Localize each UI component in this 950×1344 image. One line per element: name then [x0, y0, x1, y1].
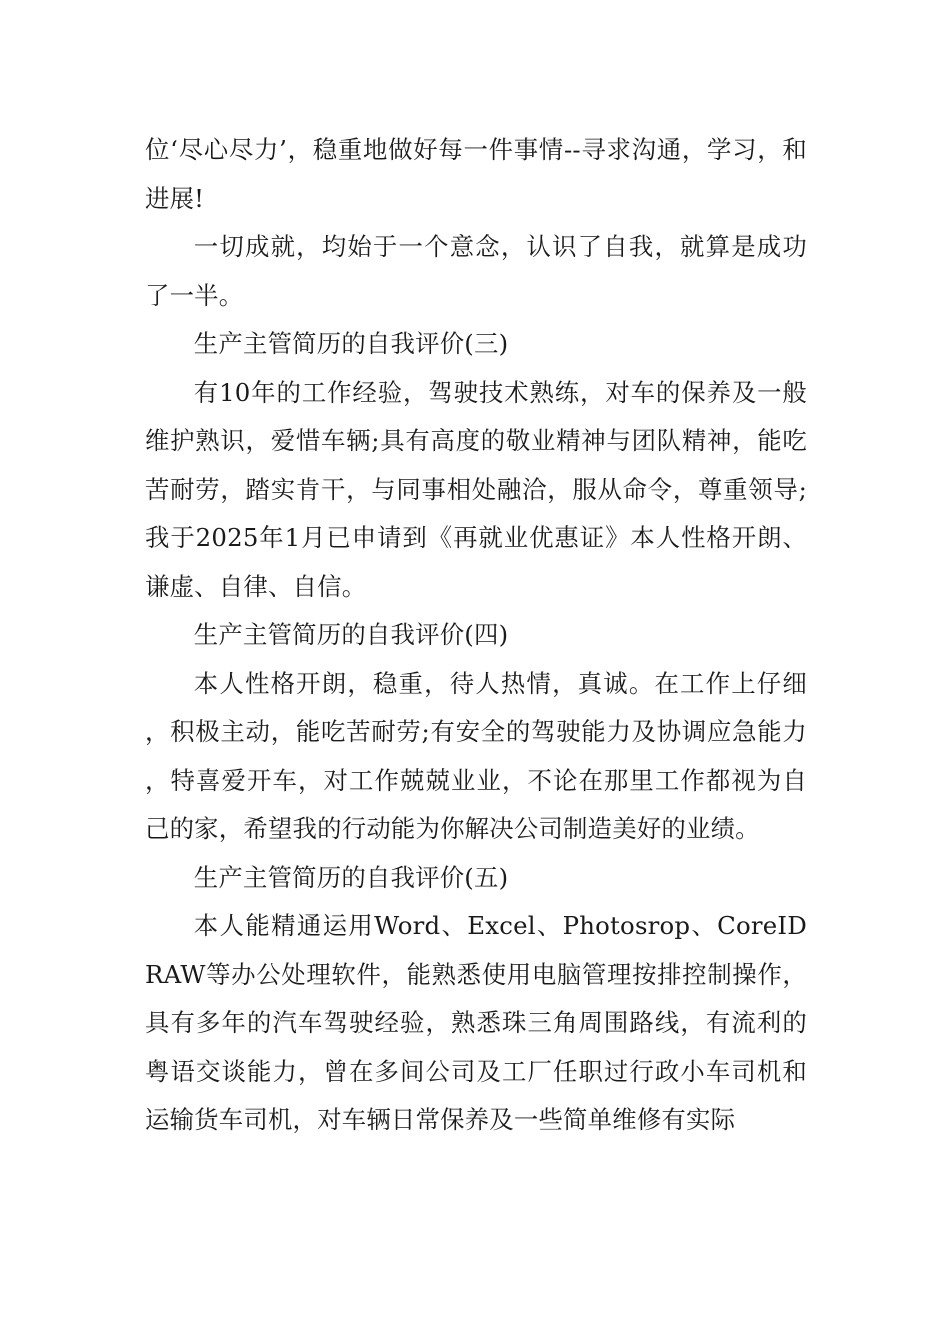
paragraph-section-five: 本人能精通运用Word、Excel、Photosrop、CoreIDRAW等办公处理软件，能熟悉使用电脑管理按排控制操作，具有多年的汽车驾驶经验，熟悉珠三角周围路线，有流利的粤语交谈能力，曾在多间公司及工厂任职过行政小车司机和运输货车司机，对车辆日常保养及一些简单维修有实际 [145, 911, 807, 1134]
paragraph-continued: 位‘尽心尽力’，稳重地做好每一件事情--寻求沟通，学习，和进展! [145, 135, 807, 213]
section-heading-three: 生产主管简历的自我评价(三) [193, 329, 509, 358]
paragraph-achievement: 一切成就，均始于一个意念，认识了自我，就算是成功了一半。 [145, 232, 807, 310]
paragraph-section-three: 有10年的工作经验，驾驶技术熟练，对车的保养及一般维护熟识，爱惜车辆;具有高度的敬业精神与团队精神，能吃苦耐劳，踏实肯干，与同事相处融洽，服从命令，尊重领导;我于2025年1月已申请到《再就业优惠证》本人性格开朗、谦虚、自律、自信。 [145, 377, 807, 601]
section-heading-five: 生产主管简历的自我评价(五) [193, 862, 509, 892]
paragraph-section-four: 本人性格开朗，稳重，待人热情，真诚。在工作上仔细，积极主动，能吃苦耐劳;有安全的驾驶能力及协调应急能力，特喜爱开车，对工作兢兢业业，不论在那里工作都视为自己的家，希望我的行动能为你解决公司制造美好的业绩。 [145, 668, 807, 843]
document-body [145, 126, 807, 1145]
section-heading-four: 生产主管简历的自我评价(四) [193, 620, 509, 649]
